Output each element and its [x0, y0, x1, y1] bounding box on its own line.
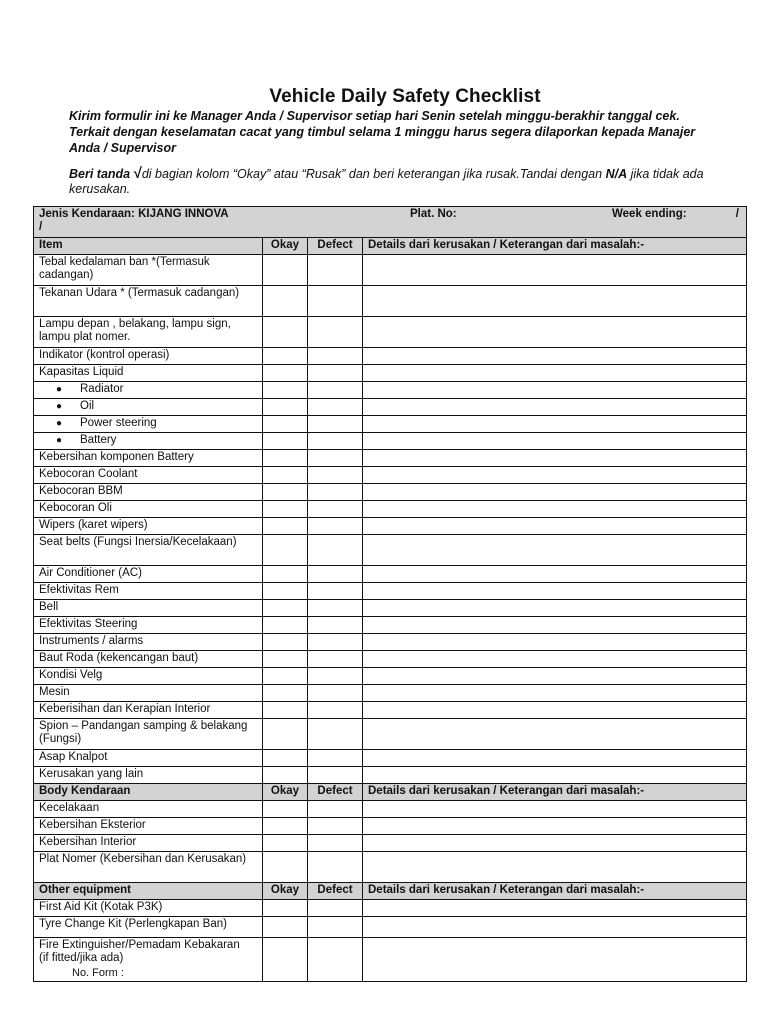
- defect-details-cell[interactable]: [363, 600, 747, 617]
- checklist-item-label: [34, 767, 263, 784]
- defect-checkbox-cell[interactable]: [308, 317, 363, 348]
- checklist-row: [34, 535, 747, 566]
- defect-checkbox-cell[interactable]: [308, 450, 363, 467]
- defect-details-cell[interactable]: [363, 801, 747, 818]
- okay-checkbox-cell[interactable]: [263, 501, 308, 518]
- defect-column-header: Defect: [308, 238, 363, 255]
- checklist-item-label: [34, 835, 263, 852]
- checklist-item-text: Asap Knalpot: [39, 751, 108, 763]
- checklist-item-label: [34, 416, 263, 433]
- defect-checkbox-cell[interactable]: [308, 767, 363, 784]
- checklist-item-label: [34, 719, 263, 750]
- defect-details-cell[interactable]: [363, 719, 747, 750]
- okay-checkbox-cell[interactable]: [263, 255, 308, 286]
- checklist-item-text: Kondisi Velg: [39, 669, 103, 681]
- safety-checklist-table: [33, 206, 747, 982]
- checklist-item-label: [34, 668, 263, 685]
- checklist-item-label: [34, 938, 263, 982]
- checklist-row: [34, 917, 747, 938]
- checklist-item-label: [34, 348, 263, 365]
- checklist-item-text: Instruments / alarms: [39, 635, 144, 647]
- checklist-item-text: Fire Extinguisher/Pemadam Kebakaran (if fitted/jika ada): [39, 939, 240, 964]
- checklist-row: [34, 348, 747, 365]
- checklist-row: [34, 852, 747, 883]
- checklist-row: [34, 702, 747, 719]
- checklist-row: [34, 566, 747, 583]
- checklist-item-text: Kebocoran BBM: [39, 485, 123, 497]
- okay-checkbox-cell[interactable]: [263, 365, 308, 382]
- defect-checkbox-cell[interactable]: [308, 801, 363, 818]
- checklist-item-label: [34, 801, 263, 818]
- defect-checkbox-cell[interactable]: [308, 719, 363, 750]
- checklist-item-label: [34, 917, 263, 938]
- defect-details-cell[interactable]: [363, 348, 747, 365]
- okay-checkbox-cell[interactable]: [263, 433, 308, 450]
- defect-details-cell[interactable]: [363, 852, 747, 883]
- checklist-item-label: [34, 255, 263, 286]
- checklist-row: [34, 518, 747, 535]
- vehicle-type-label: Jenis Kendaraan: KIJANG INNOVA: [39, 208, 229, 220]
- checklist-item-text: Bell: [39, 601, 59, 613]
- okay-checkbox-cell[interactable]: [263, 917, 308, 938]
- checklist-item-text: Kecelakaan: [39, 802, 100, 814]
- checklist-item-label: [34, 317, 263, 348]
- checklist-item-text: Indikator (kontrol operasi): [39, 349, 170, 361]
- checklist-row: [34, 467, 747, 484]
- checklist-row: [34, 651, 747, 668]
- na-label: N/A: [605, 167, 628, 181]
- section-header-row: [34, 784, 747, 801]
- defect-details-cell[interactable]: [363, 467, 747, 484]
- defect-details-cell[interactable]: [363, 518, 747, 535]
- details-column-header: Details dari kerusakan / Keterangan dari masalah:-: [363, 238, 747, 255]
- defect-checkbox-cell[interactable]: [308, 416, 363, 433]
- defect-details-cell[interactable]: [363, 917, 747, 938]
- instruction-line: Anda / Supervisor: [69, 141, 176, 155]
- okay-checkbox-cell[interactable]: [263, 535, 308, 566]
- okay-checkbox-cell[interactable]: [263, 668, 308, 685]
- checklist-row: [34, 416, 747, 433]
- checklist-item-label: [34, 535, 263, 566]
- defect-checkbox-cell[interactable]: [308, 501, 363, 518]
- defect-details-cell[interactable]: [363, 484, 747, 501]
- checklist-item-text: Wipers (karet wipers): [39, 519, 148, 531]
- date-separator: /: [735, 208, 739, 220]
- defect-checkbox-cell[interactable]: [308, 255, 363, 286]
- section-heading: Body Kendaraan: [34, 784, 263, 801]
- checklist-item-label: [34, 365, 263, 382]
- checklist-row: [34, 801, 747, 818]
- instruction-line: Kirim formulir ini ke Manager Anda / Supervisor setiap hari Senin setelah minggu-berakhir tanggal cek.: [69, 109, 680, 123]
- checklist-item-text: Oil: [80, 400, 95, 412]
- checklist-item-text: Power steering: [80, 417, 157, 429]
- okay-checkbox-cell[interactable]: [263, 416, 308, 433]
- checklist-row: [34, 583, 747, 600]
- section-heading: Other equipment: [34, 883, 263, 900]
- okay-checkbox-cell[interactable]: [263, 382, 308, 399]
- checklist-item-label: [34, 583, 263, 600]
- checklist-item-text: First Aid Kit (Kotak P3K): [39, 901, 163, 913]
- checklist-item-text: Tyre Change Kit (Perlengkapan Ban): [39, 918, 227, 930]
- okay-checkbox-cell[interactable]: [263, 852, 308, 883]
- defect-details-cell[interactable]: [363, 835, 747, 852]
- defect-column-header: Defect: [308, 784, 363, 801]
- okay-checkbox-cell[interactable]: [263, 600, 308, 617]
- okay-checkbox-cell[interactable]: [263, 818, 308, 835]
- checklist-item-label: [34, 600, 263, 617]
- checklist-item-text: Air Conditioner (AC): [39, 567, 142, 579]
- checklist-row: [34, 719, 747, 750]
- form-number-label: No. Form :: [72, 967, 124, 979]
- vehicle-wrap-slash: /: [39, 221, 43, 233]
- checklist-item-text: Plat Nomer (Kebersihan dan Kerusakan): [39, 853, 247, 865]
- week-ending-label: Week ending:: [612, 208, 687, 220]
- checklist-item-text: Seat belts (Fungsi Inersia/Kecelakaan): [39, 536, 237, 548]
- defect-checkbox-cell[interactable]: [308, 634, 363, 651]
- okay-checkbox-cell[interactable]: [263, 835, 308, 852]
- defect-details-cell[interactable]: [363, 685, 747, 702]
- checklist-item-label: [34, 617, 263, 634]
- defect-details-cell[interactable]: [363, 617, 747, 634]
- checklist-item-text: Radiator: [80, 383, 124, 395]
- okay-checkbox-cell[interactable]: [263, 617, 308, 634]
- defect-details-cell[interactable]: [363, 750, 747, 767]
- defect-checkbox-cell[interactable]: [308, 484, 363, 501]
- checklist-item-label: [34, 518, 263, 535]
- checklist-item-text: Kebersihan Eksterior: [39, 819, 146, 831]
- checklist-row: [34, 818, 747, 835]
- checklist-row: [34, 938, 747, 982]
- checklist-item-text: Kebersihan Interior: [39, 836, 137, 848]
- checklist-item-label: [34, 685, 263, 702]
- defect-checkbox-cell[interactable]: [308, 651, 363, 668]
- section-heading: Item: [34, 238, 263, 255]
- checklist-item-label: [34, 484, 263, 501]
- checklist-item-text: Kapasitas Liquid: [39, 366, 124, 378]
- section-header-row: [34, 883, 747, 900]
- checklist-row: [34, 286, 747, 317]
- okay-checkbox-cell[interactable]: [263, 719, 308, 750]
- checklist-row: [34, 501, 747, 518]
- defect-checkbox-cell[interactable]: [308, 900, 363, 917]
- section-header-row: [34, 238, 747, 255]
- checklist-item-label: [34, 651, 263, 668]
- defect-checkbox-cell[interactable]: [308, 685, 363, 702]
- checklist-item-label: [34, 382, 263, 399]
- defect-details-cell[interactable]: [363, 433, 747, 450]
- okay-checkbox-cell[interactable]: [263, 900, 308, 917]
- checklist-row: [34, 433, 747, 450]
- checklist-item-text: Lampu depan , belakang, lampu sign, lampu plat nomer.: [39, 318, 231, 343]
- checklist-item-label: [34, 399, 263, 416]
- checklist-item-text: Mesin: [39, 686, 70, 698]
- okay-checkbox-cell[interactable]: [263, 399, 308, 416]
- defect-checkbox-cell[interactable]: [308, 835, 363, 852]
- checklist-item-label: [34, 702, 263, 719]
- okay-checkbox-cell[interactable]: [263, 651, 308, 668]
- checklist-row: [34, 600, 747, 617]
- okay-checkbox-cell[interactable]: [263, 583, 308, 600]
- checklist-row: [34, 750, 747, 767]
- defect-checkbox-cell[interactable]: [308, 917, 363, 938]
- defect-checkbox-cell[interactable]: [308, 467, 363, 484]
- defect-details-cell[interactable]: [363, 818, 747, 835]
- defect-details-cell[interactable]: [363, 535, 747, 566]
- checklist-item-label: [34, 286, 263, 317]
- details-column-header: Details dari kerusakan / Keterangan dari masalah:-: [363, 784, 747, 801]
- marking-instruction: [69, 166, 739, 197]
- marking-middle: di bagian kolom “Okay” atau “Rusak” dan beri keterangan jika rusak.Tandai dengan: [141, 167, 603, 181]
- okay-checkbox-cell[interactable]: [263, 702, 308, 719]
- defect-details-cell[interactable]: [363, 634, 747, 651]
- defect-checkbox-cell[interactable]: [308, 668, 363, 685]
- checklist-item-text: Efektivitas Steering: [39, 618, 138, 630]
- defect-details-cell[interactable]: [363, 255, 747, 286]
- checklist-row: [34, 399, 747, 416]
- plate-number-label: Plat. No:: [410, 208, 457, 220]
- instruction-line: Terkait dengan keselamatan cacat yang timbul selama 1 minggu harus segera dilaporkan kepada Manajer: [69, 125, 696, 139]
- marking-tail: jika tidak ada kerusakan.: [69, 167, 704, 196]
- checklist-item-text: Kebersihan komponen Battery: [39, 451, 194, 463]
- checklist-item-text: Kebocoran Oli: [39, 502, 112, 514]
- okay-checkbox-cell[interactable]: [263, 938, 308, 982]
- okay-checkbox-cell[interactable]: [263, 750, 308, 767]
- defect-checkbox-cell[interactable]: [308, 583, 363, 600]
- vehicle-type: [39, 208, 264, 234]
- defect-checkbox-cell[interactable]: [308, 818, 363, 835]
- checklist-item-text: Battery: [80, 434, 117, 446]
- checklist-row: [34, 484, 747, 501]
- checklist-item-text: Kebocoran Coolant: [39, 468, 138, 480]
- checklist-item-label: [34, 750, 263, 767]
- checklist-item-text: Kerusakan yang lain: [39, 768, 144, 780]
- defect-details-cell[interactable]: [363, 365, 747, 382]
- checklist-row: [34, 255, 747, 286]
- okay-checkbox-cell[interactable]: [263, 801, 308, 818]
- bullet-icon: ●: [56, 435, 63, 446]
- defect-details-cell[interactable]: [363, 286, 747, 317]
- vehicle-info-cell: [34, 207, 747, 238]
- defect-details-cell[interactable]: [363, 317, 747, 348]
- defect-details-cell[interactable]: [363, 651, 747, 668]
- checklist-row: [34, 365, 747, 382]
- defect-checkbox-cell[interactable]: [308, 382, 363, 399]
- checklist-row: [34, 835, 747, 852]
- checklist-item-text: Tekanan Udara * (Termasuk cadangan): [39, 287, 240, 299]
- defect-details-cell[interactable]: [363, 382, 747, 399]
- okay-column-header: Okay: [263, 784, 308, 801]
- checklist-item-label: [34, 433, 263, 450]
- defect-details-cell[interactable]: [363, 938, 747, 982]
- defect-details-cell[interactable]: [363, 583, 747, 600]
- checklist-row: [34, 668, 747, 685]
- defect-checkbox-cell[interactable]: [308, 433, 363, 450]
- bullet-icon: ●: [56, 418, 63, 429]
- checklist-item-label: [34, 818, 263, 835]
- details-column-header: Details dari kerusakan / Keterangan dari masalah:-: [363, 883, 747, 900]
- okay-checkbox-cell[interactable]: [263, 685, 308, 702]
- checklist-item-label: [34, 501, 263, 518]
- defect-details-cell[interactable]: [363, 416, 747, 433]
- defect-checkbox-cell[interactable]: [308, 518, 363, 535]
- checklist-row: [34, 450, 747, 467]
- marking-lead: Beri tanda: [69, 167, 131, 181]
- okay-checkbox-cell[interactable]: [263, 286, 308, 317]
- defect-column-header: Defect: [308, 883, 363, 900]
- checklist-item-label: [34, 634, 263, 651]
- okay-checkbox-cell[interactable]: [263, 484, 308, 501]
- defect-checkbox-cell[interactable]: [308, 535, 363, 566]
- defect-checkbox-cell[interactable]: [308, 702, 363, 719]
- checklist-item-text: Baut Roda (kekencangan baut): [39, 652, 199, 664]
- defect-checkbox-cell[interactable]: [308, 617, 363, 634]
- checklist-row: [34, 767, 747, 784]
- defect-details-cell[interactable]: [363, 702, 747, 719]
- defect-checkbox-cell[interactable]: [308, 600, 363, 617]
- defect-checkbox-cell[interactable]: [308, 566, 363, 583]
- checklist-row: [34, 685, 747, 702]
- defect-checkbox-cell[interactable]: [308, 852, 363, 883]
- checklist-item-label: [34, 450, 263, 467]
- submission-instruction: [69, 108, 739, 156]
- okay-checkbox-cell[interactable]: [263, 767, 308, 784]
- checklist-row: [34, 317, 747, 348]
- defect-checkbox-cell[interactable]: [308, 286, 363, 317]
- okay-column-header: Okay: [263, 238, 308, 255]
- defect-details-cell[interactable]: [363, 450, 747, 467]
- checklist-item-text: Spion – Pandangan samping & belakang (Fungsi): [39, 720, 248, 745]
- okay-checkbox-cell[interactable]: [263, 348, 308, 365]
- checklist-item-text: Keberisihan dan Kerapian Interior: [39, 703, 211, 715]
- checklist-item-text: Tebal kedalaman ban *(Termasuk cadangan): [39, 256, 210, 281]
- checklist-row: [34, 634, 747, 651]
- checklist-item-label: [34, 467, 263, 484]
- okay-checkbox-cell[interactable]: [263, 566, 308, 583]
- defect-details-cell[interactable]: [363, 767, 747, 784]
- bullet-icon: ●: [56, 401, 63, 412]
- defect-details-cell[interactable]: [363, 668, 747, 685]
- defect-details-cell[interactable]: [363, 501, 747, 518]
- bullet-icon: ●: [56, 384, 63, 395]
- page-title: Vehicle Daily Safety Checklist: [269, 86, 541, 107]
- checklist-item-label: [34, 900, 263, 917]
- okay-checkbox-cell[interactable]: [263, 467, 308, 484]
- defect-checkbox-cell[interactable]: [308, 399, 363, 416]
- okay-column-header: Okay: [263, 883, 308, 900]
- checklist-item-label: [34, 566, 263, 583]
- checklist-row: [34, 382, 747, 399]
- okay-checkbox-cell[interactable]: [263, 450, 308, 467]
- vehicle-info-row: [34, 207, 747, 238]
- checklist-row: [34, 900, 747, 917]
- defect-checkbox-cell[interactable]: [308, 348, 363, 365]
- defect-checkbox-cell[interactable]: [308, 750, 363, 767]
- okay-checkbox-cell[interactable]: [263, 634, 308, 651]
- checklist-row: [34, 617, 747, 634]
- okay-checkbox-cell[interactable]: [263, 518, 308, 535]
- defect-details-cell[interactable]: [363, 399, 747, 416]
- defect-details-cell[interactable]: [363, 566, 747, 583]
- checklist-item-text: Efektivitas Rem: [39, 584, 119, 596]
- okay-checkbox-cell[interactable]: [263, 317, 308, 348]
- defect-details-cell[interactable]: [363, 900, 747, 917]
- checkmark-icon: √: [133, 165, 142, 182]
- defect-checkbox-cell[interactable]: [308, 365, 363, 382]
- defect-checkbox-cell[interactable]: [308, 938, 363, 982]
- checklist-item-label: [34, 852, 263, 883]
